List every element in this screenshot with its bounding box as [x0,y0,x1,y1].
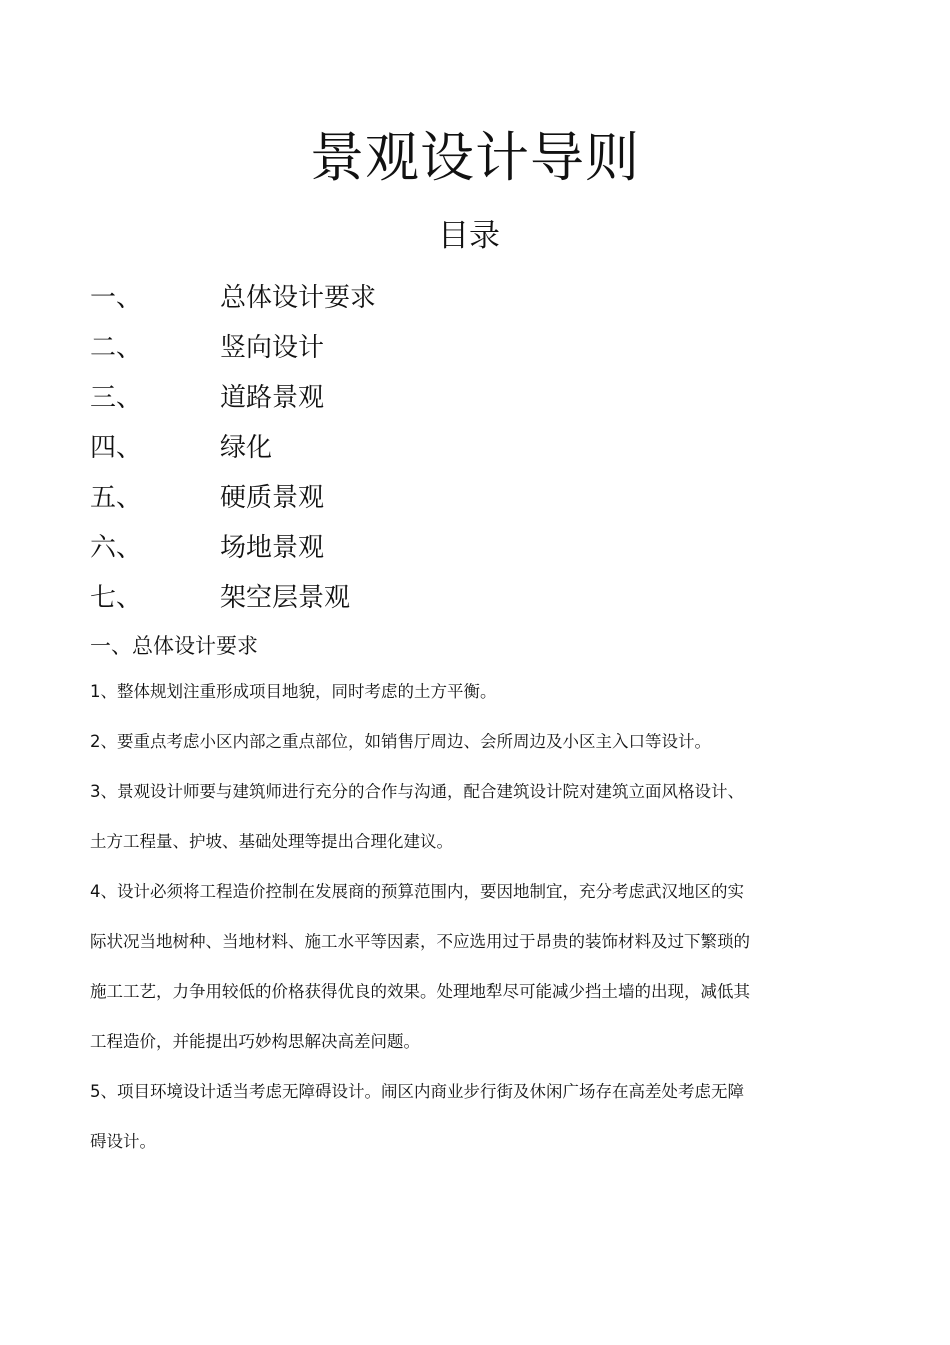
document-title: 景观设计导则 [310,126,640,189]
toc-item [90,278,690,328]
toc-item-label: 竖向设计 [220,333,325,363]
toc-item-label: 场地景观 [220,533,325,563]
paragraph-1 [90,667,830,717]
paragraph-line: 2、要重点考虑小区内部之重点部位，如销售厅周边、会所周边及小区主入口等设计。 [90,732,711,751]
toc-item-number: 六、 [90,533,143,563]
toc-item-number: 七、 [90,583,143,613]
paragraph-line: 工程造价，并能提出巧妙构思解决高差问题。 [90,1032,420,1051]
toc-item-label: 绿化 [220,433,273,463]
toc-item-number: 二、 [90,333,143,363]
toc-heading: 目录 [438,218,500,254]
toc-item [90,528,690,578]
paragraph-line: 土方工程量、护坡、基础处理等提出合理化建议。 [90,832,453,851]
paragraph-4 [90,867,830,1067]
paragraph-line: 3、景观设计师要与建筑师进行充分的合作与沟通，配合建筑设计院对建筑立面风格设计、 [90,782,744,801]
section-heading: 一、总体设计要求 [90,634,258,658]
table-of-contents [90,278,690,628]
paragraph-line: 际状况当地树种、当地材料、施工水平等因素，不应选用过于昂贵的装饰材料及过下繁琐的 [90,932,750,951]
paragraph-line: 5、项目环境设计适当考虑无障碍设计。闹区内商业步行街及休闲广场存在高差处考虑无障 [90,1082,744,1101]
paragraph-3 [90,767,830,867]
toc-item-number: 五、 [90,483,143,513]
toc-item-label: 架空层景观 [220,583,351,613]
toc-item [90,378,690,428]
toc-item-label: 硬质景观 [220,483,325,513]
toc-item-number: 四、 [90,433,143,463]
paragraph-line: 4、设计必须将工程造价控制在发展商的预算范围内，要因地制宜，充分考虑武汉地区的实 [90,882,744,901]
paragraph-5 [90,1067,830,1167]
toc-item-label: 道路景观 [220,383,325,413]
toc-item [90,328,690,378]
paragraph-2 [90,717,830,767]
toc-item-number: 一、 [90,283,143,313]
toc-item-number: 三、 [90,383,143,413]
toc-item [90,478,690,528]
paragraph-line: 碍设计。 [90,1132,156,1151]
toc-item [90,428,690,478]
toc-item [90,578,690,628]
toc-item-label: 总体设计要求 [220,283,377,313]
paragraph-line: 施工工艺，力争用较低的价格获得优良的效果。处理地犁尽可能减少挡土墙的出现，减低其 [90,982,750,1001]
paragraph-line: 1、整体规划注重形成项目地貌，同时考虑的土方平衡。 [90,682,497,701]
